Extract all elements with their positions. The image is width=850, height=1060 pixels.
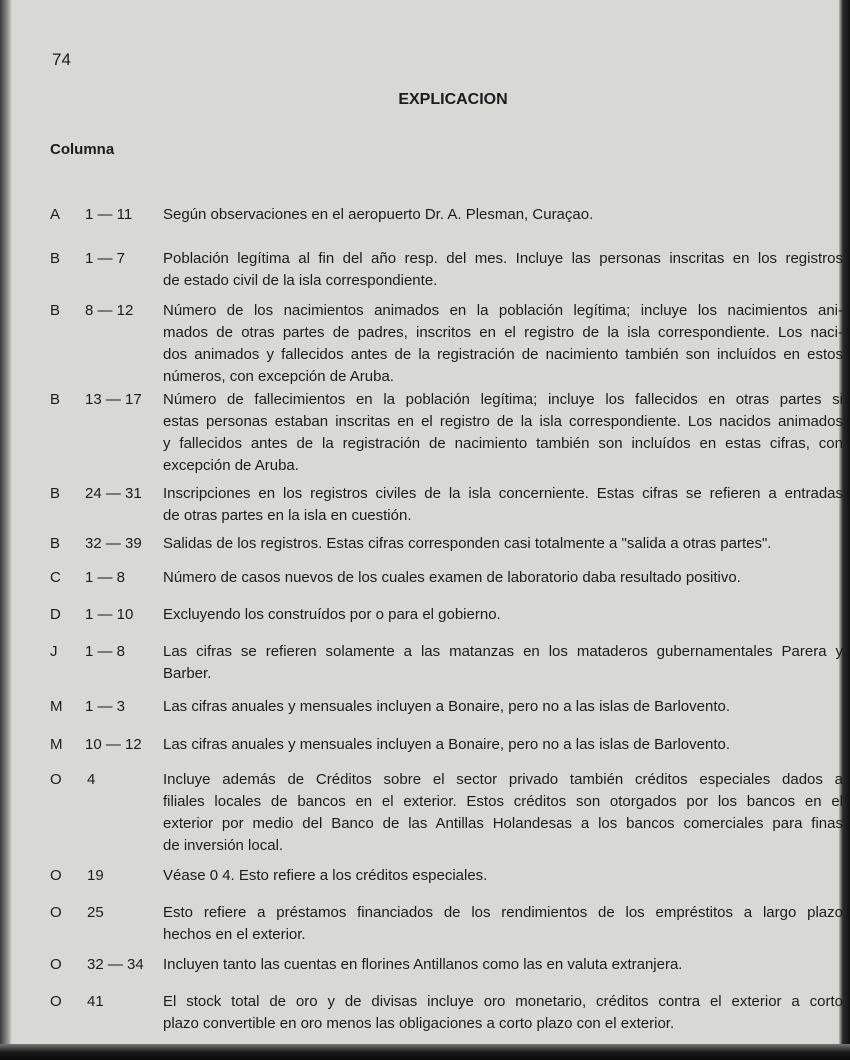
entry-text	[163, 248, 843, 292]
page-number: 74	[52, 50, 71, 69]
page-edge-bottom	[0, 1044, 850, 1060]
entry-range: 8 — 12	[85, 302, 134, 319]
entry-text	[163, 604, 843, 626]
entry-line: Las cifras anuales y mensuales incluyen a Bonaire, pero no a las islas de Barlovento.	[163, 698, 730, 715]
entry-range: 10 — 12	[85, 736, 142, 753]
entry-letter: O	[50, 904, 62, 921]
entry-range: 4	[87, 771, 96, 788]
entry-text	[163, 865, 843, 887]
entry-range: 1 — 10	[85, 606, 134, 623]
entry-letter: O	[50, 867, 62, 884]
entry-letter: O	[50, 771, 62, 788]
entry-letter: M	[50, 736, 63, 753]
entry-range: 32 — 39	[85, 535, 142, 552]
entry-line: Barber.	[163, 665, 212, 682]
entry-line: Incluye además de Créditos sobre el sector privado también créditos especiales dados a	[163, 771, 843, 788]
entry-line: plazo convertible en oro menos las obligaciones a corto plazo con el exterior.	[163, 1015, 675, 1032]
page-edge-right	[838, 0, 850, 1060]
page-title: EXPLICACION	[398, 91, 508, 108]
entry-text	[163, 902, 843, 946]
entry-text	[163, 954, 843, 976]
entry-line: números, con excepción de Aruba.	[163, 368, 394, 385]
entry-range: 24 — 31	[85, 485, 142, 502]
entry-line: Las cifras se refieren solamente a las matanzas en los mataderos gubernamentales Parera y	[163, 643, 843, 660]
entry-text	[163, 641, 843, 685]
column-header: Columna	[50, 141, 115, 158]
entry-line: Número de los nacimientos animados en la población legítima; incluye los nacimientos ani-	[163, 302, 843, 319]
entry-range: 1 — 11	[85, 206, 133, 223]
entry-range: 1 — 8	[85, 643, 126, 660]
entry-range: 41	[87, 993, 104, 1010]
entry-letter: O	[50, 956, 62, 973]
entry-line: Véase 0 4. Esto refiere a los créditos especiales.	[163, 867, 488, 884]
entry-text	[163, 483, 843, 527]
entry-text	[163, 300, 843, 388]
entry-line: dos animados y fallecidos antes de la registración de nacimiento también son incluídos en estos	[163, 346, 843, 363]
entry-range: 32 — 34	[87, 956, 144, 973]
entry-range: 1 — 3	[85, 698, 126, 715]
entry-line: de inversión local.	[163, 837, 284, 854]
entry-line: Número de casos nuevos de los cuales examen de laboratorio daba resultado positivo.	[163, 569, 741, 586]
entry-line: Excluyendo los construídos por o para el gobierno.	[163, 606, 501, 623]
entry-line: Número de fallecimientos en la población legítima; incluye los fallecidos en otras partes si	[163, 391, 843, 408]
entry-line: filiales locales de bancos en el exterior. Estos créditos son otorgados por los bancos en el	[163, 793, 843, 810]
entry-range: 1 — 8	[85, 569, 126, 586]
entry-letter: B	[50, 535, 61, 552]
entry-text	[163, 204, 843, 226]
entry-letter: B	[50, 485, 61, 502]
entry-text	[163, 533, 843, 555]
entry-line: y fallecidos antes de la registración de nacimiento también son incluídos en estas cifras, con	[163, 435, 843, 452]
entry-letter: C	[50, 569, 61, 586]
entry-line: El stock total de oro y de divisas incluye oro monetario, créditos contra el exterior a corto	[163, 993, 843, 1010]
entry-range: 1 — 7	[85, 250, 126, 267]
entry-letter: A	[50, 206, 61, 223]
entry-line: Población legítima al fin del año resp. del mes. Incluye las personas inscritas en los registros	[163, 250, 843, 267]
entry-line: Esto refiere a préstamos financiados de los rendimientos de los empréstitos a largo plazo	[163, 904, 843, 921]
entry-letter: B	[50, 302, 61, 319]
entry-range: 25	[87, 904, 104, 921]
entry-text	[163, 734, 843, 756]
entry-letter: D	[50, 606, 61, 623]
entry-letter: B	[50, 391, 61, 408]
entry-text	[163, 991, 843, 1035]
entry-line: de otras partes en la isla en cuestión.	[163, 507, 412, 524]
page-binding-shadow	[0, 0, 12, 1060]
entry-line: Salidas de los registros. Estas cifras corresponden casi totalmente a "salida a otras partes".	[163, 535, 772, 552]
entry-line: Incluyen tanto las cuentas en florines Antillanos como las en valuta extranjera.	[163, 956, 683, 973]
entry-letter: M	[50, 698, 63, 715]
entry-text	[163, 696, 843, 718]
entry-line: Las cifras anuales y mensuales incluyen a Bonaire, pero no a las islas de Barlovento.	[163, 736, 730, 753]
entry-letter: O	[50, 993, 62, 1010]
entry-letter: J	[50, 643, 58, 660]
entry-line: exterior por medio del Banco de las Antillas Holandesas a los bancos comerciales para finas	[163, 815, 843, 832]
entry-text	[163, 567, 843, 589]
entry-line: Según observaciones en el aeropuerto Dr. A. Plesman, Curaçao.	[163, 206, 594, 223]
entry-letter: B	[50, 250, 61, 267]
entry-line: estas personas estaban inscritas en el registro de la isla correspondiente. Los nacidos animados	[163, 413, 843, 430]
entry-text	[163, 389, 843, 477]
entry-range: 13 — 17	[85, 391, 142, 408]
entry-line: Inscripciones en los registros civiles de la isla concerniente. Estas cifras se refieren a entradas	[163, 485, 843, 502]
entry-range: 19	[87, 867, 104, 884]
entry-line: excepción de Aruba.	[163, 457, 299, 474]
entry-line: hechos en el exterior.	[163, 926, 306, 943]
entry-line: de estado civil de la isla correspondiente.	[163, 272, 438, 289]
entry-line: mados de otras partes de padres, inscritos en el registro de la isla correspondiente. Los naci-	[163, 324, 843, 341]
entry-text	[163, 769, 843, 857]
